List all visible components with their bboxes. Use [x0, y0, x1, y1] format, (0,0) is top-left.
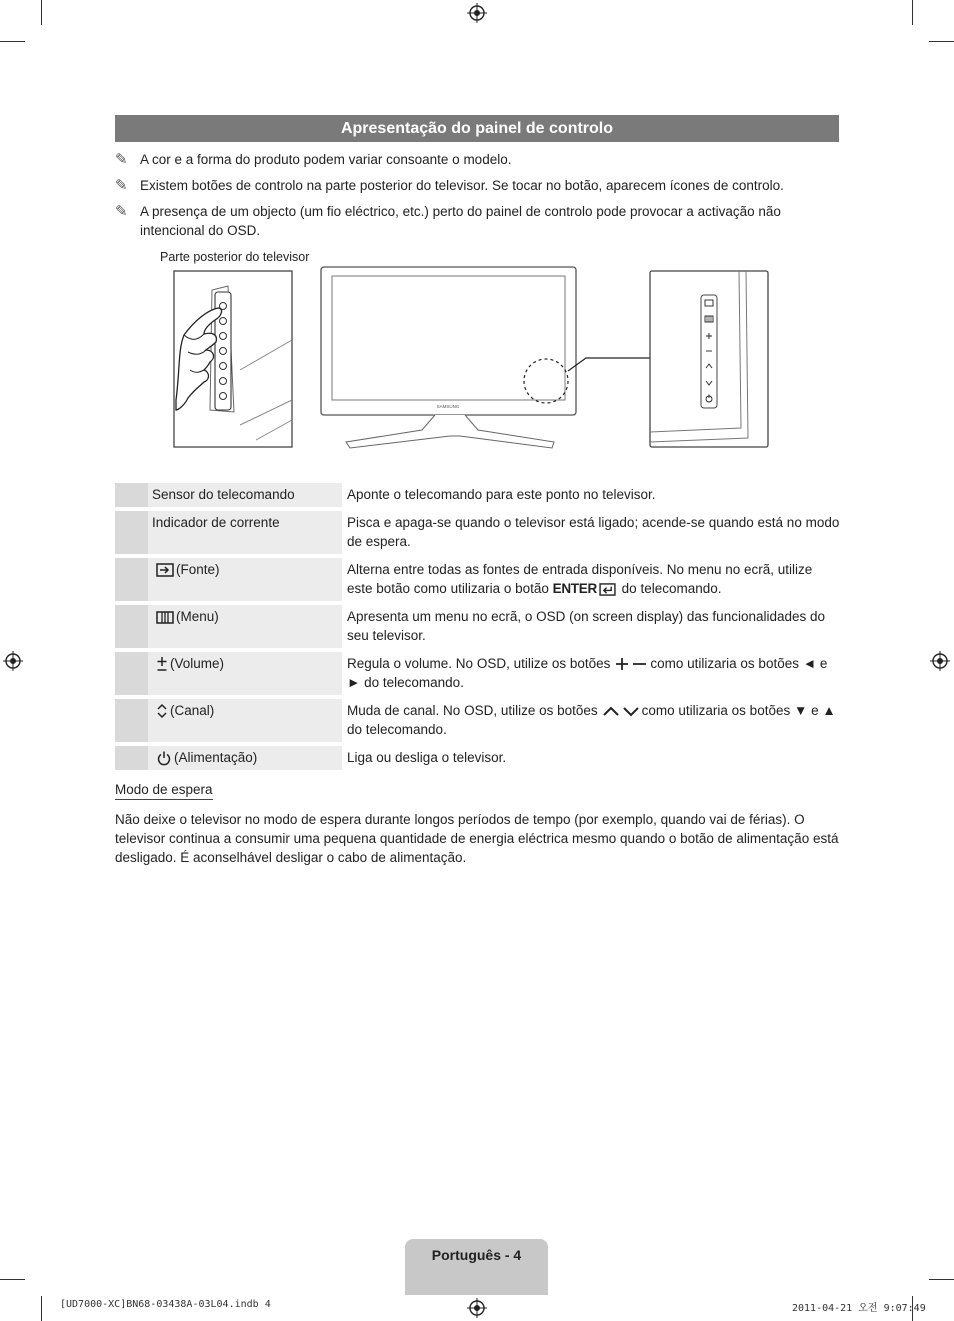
tv-control-panel-diagram	[160, 250, 780, 460]
registration-mark-icon	[930, 651, 950, 671]
table-row	[115, 509, 840, 556]
control-name: Indicador de corrente	[148, 509, 342, 556]
power-icon	[156, 750, 172, 766]
pencil-note-icon: ✎	[115, 203, 128, 220]
print-slug-date: 2011-04-21 오전 9:07:49	[792, 1303, 926, 1314]
control-name: (Volume)	[148, 650, 342, 697]
tv-front-illustration	[321, 267, 650, 448]
control-name: (Alimentação)	[148, 744, 342, 772]
registration-mark-icon	[467, 3, 487, 23]
control-name: (Fonte)	[148, 556, 342, 603]
registration-mark-icon	[3, 651, 23, 671]
channel-up-down-icon	[156, 703, 168, 719]
tv-brand-logo: SAMSUNG	[436, 404, 460, 409]
note-item: ✎ A cor e a forma do produto podem variar consoante o modelo.	[115, 151, 512, 168]
table-row	[115, 744, 840, 772]
control-desc: Regula o volume. No OSD, utilize os botões como utilizaria os botões ◄ e ► do telecomando.	[347, 656, 828, 690]
plus-minus-buttons-icon	[614, 657, 648, 671]
crop-mark	[41, 1296, 42, 1321]
up-down-buttons-icon	[602, 704, 640, 718]
button-zoom-illustration	[650, 271, 768, 447]
control-desc: Muda de canal. No OSD, utilize os botões como utilizaria os botões ▼ e ▲ do telecomando.	[347, 703, 836, 737]
section-title: Apresentação do painel de controlo	[115, 115, 839, 142]
enter-icon	[599, 583, 616, 596]
table-row	[115, 697, 840, 744]
crop-mark	[929, 1279, 954, 1280]
source-icon	[156, 563, 174, 577]
control-table	[115, 483, 840, 774]
control-desc: Apresenta um menu no ecrã, o OSD (on screen display) das funcionalidades do seu televisor.	[347, 609, 826, 643]
pencil-note-icon: ✎	[115, 177, 128, 194]
crop-mark	[41, 0, 42, 25]
standby-heading: Modo de espera	[115, 782, 213, 800]
notes-list	[115, 150, 840, 247]
control-name: (Canal)	[148, 697, 342, 744]
crop-mark	[929, 41, 954, 42]
control-name: Sensor do telecomando	[148, 483, 342, 509]
note-item: ✎ A presença de um objecto (um fio eléctrico, etc.) perto do painel de controlo pode provocar a activação não intencional do OSD.	[115, 203, 781, 238]
menu-icon	[156, 611, 174, 624]
pencil-note-icon: ✎	[115, 151, 128, 168]
table-row	[115, 483, 840, 509]
volume-plus-minus-icon	[156, 656, 168, 672]
note-item: ✎ Existem botões de controlo na parte posterior do televisor. Se tocar no botão, aparecem ícones de controlo.	[115, 177, 784, 194]
control-desc: Liga ou desliga o televisor.	[347, 750, 507, 765]
registration-mark-icon	[467, 1298, 487, 1318]
control-name: (Menu)	[148, 603, 342, 650]
table-row	[115, 650, 840, 697]
control-desc: Aponte o telecomando para este ponto no televisor.	[347, 487, 656, 502]
hand-touch-illustration	[174, 271, 292, 447]
crop-mark	[912, 0, 913, 25]
page-number-tab: Português - 4	[405, 1239, 548, 1295]
print-slug-file: [UD7000-XC]BN68-03438A-03L04.indb 4	[60, 1299, 271, 1310]
diagram-label: Parte posterior do televisor	[160, 250, 310, 264]
standby-paragraph: Não deixe o televisor no modo de espera durante longos períodos de tempo (por exemplo, quando vai de férias). O televisor continua a consumir uma pequena quantidade de energia eléctrica mesmo quando o botão de alimentação está desligado. É aconselhável desligar o cabo de alimentação.	[115, 812, 839, 865]
crop-mark	[0, 41, 25, 42]
control-desc: Pisca e apaga-se quando o televisor está ligado; acende-se quando está no modo de espera.	[347, 515, 840, 549]
crop-mark	[0, 1279, 25, 1280]
table-row	[115, 556, 840, 603]
control-desc: Alterna entre todas as fontes de entrada disponíveis. No menu no ecrã, utilize este botão como utilizaria o botão ENTER do telecomando.	[347, 562, 813, 596]
table-row	[115, 603, 840, 650]
